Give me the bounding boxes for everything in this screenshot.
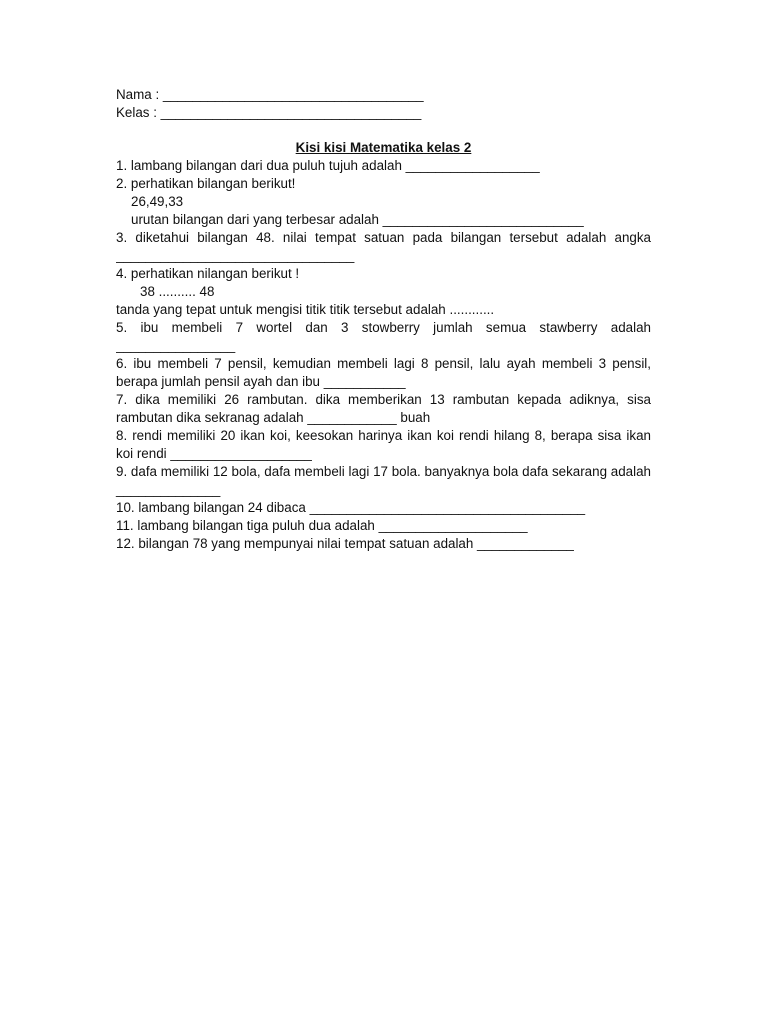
worksheet-page [116, 86, 651, 553]
question-4-instruction: tanda yang tepat untuk mengisi titik titik tersebut adalah ............ [116, 302, 495, 317]
question-12: 12. bilangan 78 yang mempunyai nilai tempat satuan adalah _____________ [116, 536, 574, 551]
question-2-numbers: 26,49,33 [131, 194, 184, 209]
worksheet-title: Kisi kisi Matematika kelas 2 [295, 140, 472, 155]
question-5-line-2: ________________ [116, 338, 236, 353]
question-10: 10. lambang bilangan 24 dibaca _____________________________________ [116, 500, 586, 515]
question-2-prompt: 2. perhatikan bilangan berikut! [116, 176, 296, 191]
question-9: 9. dafa memiliki 12 bola, dafa membeli lagi 17 bola. banyaknya bola dafa sekarang adalah ______________ [116, 464, 651, 497]
question-1: 1. lambang bilangan dari dua puluh tujuh adalah __________________ [116, 158, 540, 173]
question-2-instruction: urutan bilangan dari yang terbesar adalah ___________________________ [131, 212, 584, 227]
question-3-line-2: ________________________________ [116, 248, 355, 263]
name-field-line: Nama : ___________________________________ [116, 87, 424, 102]
question-4-prompt: 4. perhatikan nilangan berikut ! [116, 266, 300, 281]
class-field-line: Kelas : ___________________________________ [116, 105, 422, 120]
question-8: 8. rendi memiliki 20 ikan koi, keesokan harinya ikan koi rendi hilang 8, berapa sisa ikan koi rendi ___________________ [116, 428, 651, 461]
question-6: 6. ibu membeli 7 pensil, kemudian membeli lagi 8 pensil, lalu ayah membeli 3 pensil, berapa jumlah pensil ayah dan ibu ___________ [116, 356, 651, 389]
question-3-line-1: 3. diketahui bilangan 48. nilai tempat satuan pada bilangan tersebut adalah angka [116, 230, 651, 245]
question-11: 11. lambang bilangan tiga puluh dua adalah ____________________ [116, 518, 528, 533]
question-4-expression: 38 .......... 48 [140, 284, 215, 299]
question-7: 7. dika memiliki 26 rambutan. dika memberikan 13 rambutan kepada adiknya, sisa rambutan dika sekranag adalah ____________ buah [116, 392, 651, 425]
question-5-line-1: 5. ibu membeli 7 wortel dan 3 stowberry jumlah semua stawberry adalah [116, 320, 651, 335]
